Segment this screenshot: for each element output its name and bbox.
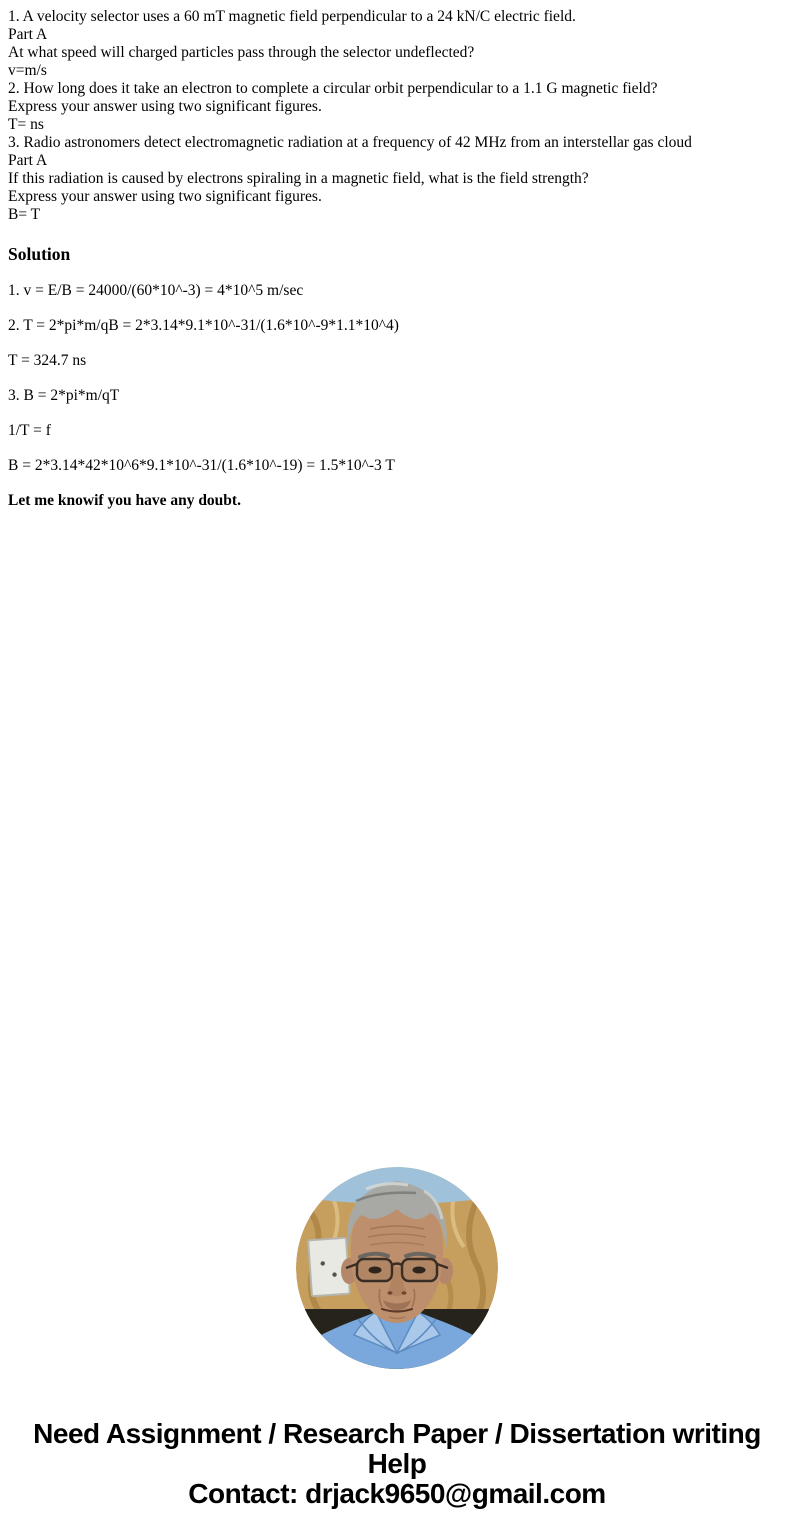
question-line: 3. Radio astronomers detect electromagnetic radiation at a frequency of 42 MHz from an interstellar gas cloud — [8, 134, 692, 151]
tutor-portrait-icon — [296, 1167, 498, 1369]
solution-step: 1/T = f — [8, 422, 51, 439]
solution-heading: Solution — [8, 244, 71, 264]
question-line: At what speed will charged particles pass through the selector undeflected? — [8, 44, 475, 61]
footer-banner — [17, 1419, 777, 1509]
question-line: Express your answer using two significant figures. — [8, 188, 322, 205]
question-line: 1. A velocity selector uses a 60 mT magnetic field perpendicular to a 24 kN/C electric field. — [8, 8, 576, 25]
question-line: Express your answer using two significant figures. — [8, 98, 322, 115]
solution-step: 2. T = 2*pi*m/qB = 2*3.14*9.1*10^-31/(1.6*10^-9*1.1*10^4) — [8, 317, 399, 334]
avatar — [296, 1167, 498, 1369]
question-line: v=m/s — [8, 62, 47, 79]
closing-note: Let me knowif you have any doubt. — [8, 492, 241, 509]
question-line: Part A — [8, 26, 48, 43]
question-line: T= ns — [8, 116, 44, 133]
solution-step: T = 324.7 ns — [8, 352, 87, 369]
question-line: B= T — [8, 206, 41, 223]
question-line: Part A — [8, 152, 48, 169]
footer-help-text: Need Assignment / Research Paper / Dissertation writing Help — [33, 1418, 761, 1479]
question-block — [8, 8, 786, 224]
solution-step: 1. v = E/B = 24000/(60*10^-3) = 4*10^5 m/sec — [8, 282, 304, 299]
question-line: If this radiation is caused by electrons spiraling in a magnetic field, what is the field strength? — [8, 170, 589, 187]
document-body — [0, 0, 794, 510]
whitespace-spacer — [0, 527, 794, 1167]
solution-step: B = 2*3.14*42*10^6*9.1*10^-31/(1.6*10^-19) = 1.5*10^-3 T — [8, 457, 395, 474]
question-line: 2. How long does it take an electron to complete a circular orbit perpendicular to a 1.1 G magnetic field? — [8, 80, 658, 97]
solution-step: 3. B = 2*pi*m/qT — [8, 387, 120, 404]
footer-contact-text: Contact: drjack9650@gmail.com — [188, 1478, 606, 1509]
